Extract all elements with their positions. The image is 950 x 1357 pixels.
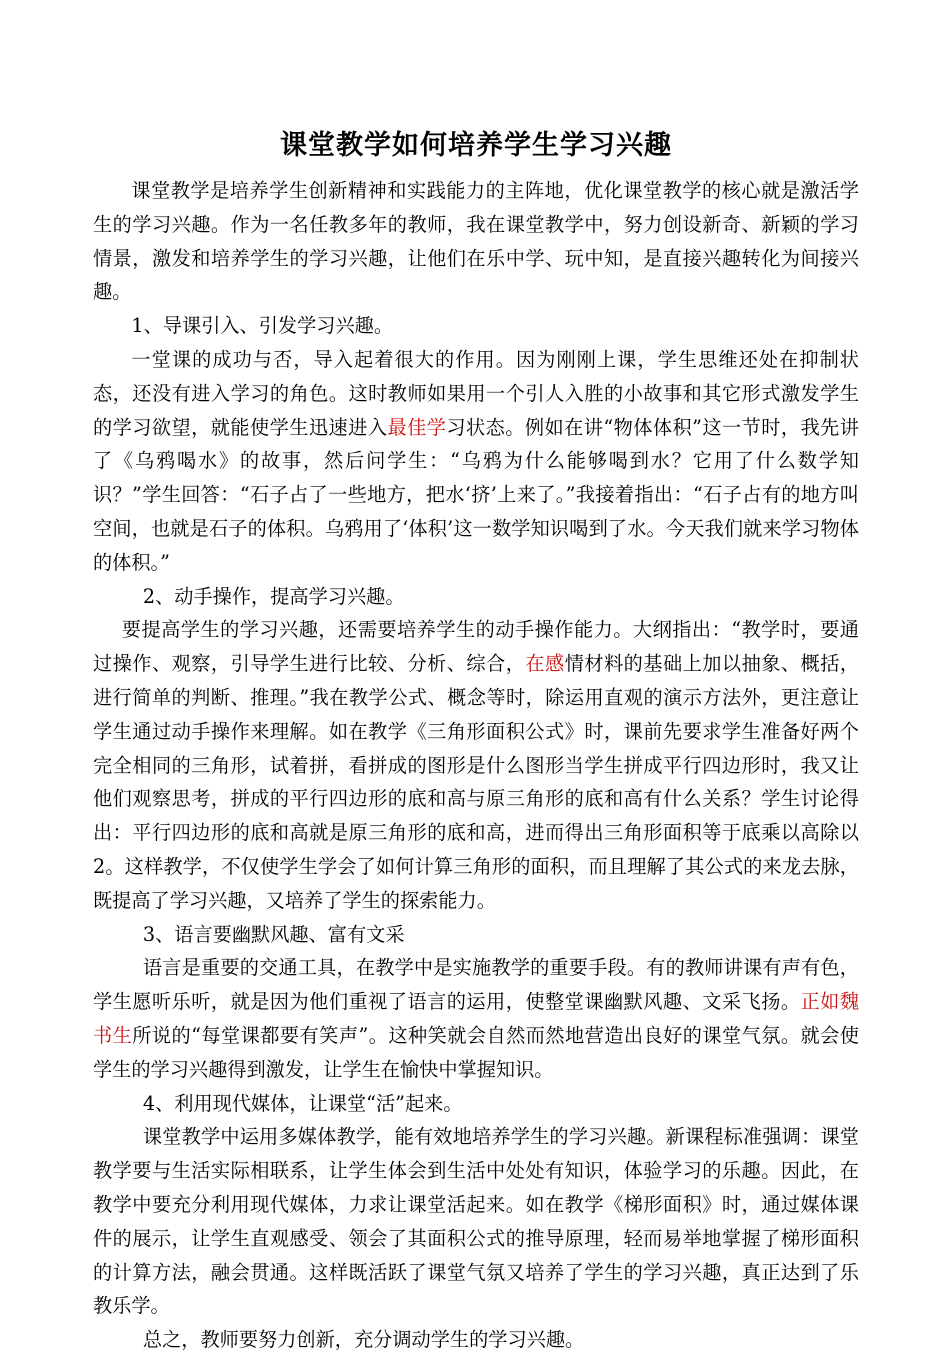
section4-body: 课堂教学中运用多媒体教学，能有效地培养学生的学习兴趣。新课程标准强调：课堂教学要与生活实际相联系，让学生体会到生活中处处有知识，体验学习的乐趣。因此，在教学中要充分利用现代媒体，力求让课堂活起来。如在教学《梯形面积》时，通过媒体课件的展示，让学生直观感受、领会了其面积公式的推导原理，轻而易举地掌握了梯形面积的计算方法，融会贯通。这样既活跃了课堂气氛又培养了学生的学习兴趣，真正达到了乐教乐学。 <box>93 1125 859 1318</box>
section2-body <box>93 613 859 917</box>
section1-text-a: 一堂课的成功与否，导入起着很大的作用。因为刚刚上课，学生思维还处在抑制状态，还没有进入学习的角色。这时教师如果用一个引人入胜的小故事和其它形式激发学生的学习欲望，就能使学生迅速进入 <box>93 347 859 439</box>
section4-heading: 4、利用现代媒体，让课堂“活”起来。 <box>142 1091 463 1115</box>
section2-heading: 2、动手操作，提高学习兴趣。 <box>142 584 405 608</box>
document-page <box>93 124 859 1357</box>
section2-text-a: 要提高学生的学习兴趣，还需要培养学生的动手操作能力。大纲指出：“教学时，要通过操作、观察，引导学生进行比较、分析、综合， <box>93 618 859 676</box>
conclusion-paragraph: 总之，教师要努力创新，充分调动学生的学习兴趣。 <box>142 1328 585 1352</box>
section1-text-b: 习状态。例如在讲“物体体积”这一节时，我先讲了《乌鸦喝水》的故事，然后问学生：“乌鸦为什么能够喝到水？它用了什么数学知识？”学生回答：“石子占了一些地方，把水‘挤’上来了。”我接着指出：“石子占有的地方叫空间，也就是石子的体积。乌鸦用了‘体积’这一数学知识喝到了水。今天我们就来学习物体的体积。” <box>93 415 859 574</box>
section3-highlight: 正如魏书生 <box>93 990 860 1047</box>
section3-body <box>93 951 859 1086</box>
intro-paragraph: 课堂教学是培养学生创新精神和实践能力的主阵地，优化课堂教学的核心就是激活学生的学习兴趣。作为一名任教多年的教师，我在课堂教学中，努力创设新奇、新颖的学习情景，激发和培养学生的学习兴趣，让他们在乐中学、玩中知，是直接兴趣转化为间接兴趣。 <box>93 179 859 304</box>
section3-text-b: 所说的“每堂课都要有笑声”。这种笑就会自然而然地营造出良好的课堂气氛。就会使学生的学习兴趣得到激发，让学生在愉快中掌握知识。 <box>93 1023 859 1081</box>
section3-text-a: 语言是重要的交通工具，在教学中是实施教学的重要手段。有的教师讲课有声有色，学生愿听乐听，就是因为他们重视了语言的运用，使整堂课幽默风趣、文采飞扬。 <box>93 956 859 1014</box>
section1-heading: 1、导课引入、引发学习兴趣。 <box>131 314 394 338</box>
section2-highlight: 在感 <box>525 652 565 676</box>
document-title: 课堂教学如何培养学生学习兴趣 <box>280 130 672 161</box>
section2-text-b: 情材料的基础上加以抽象、概括，进行简单的判断、推理。”我在教学公式、概念等时，除运用直观的演示方法外，更注意让学生通过动手操作来理解。如在教学《三角形面积公式》时，课前先要求学生准备好两个完全相同的三角形，试着拼，看拼成的图形是什么图形当学生拼成平行四边形时，我又让他们观察思考，拼成的平行四边形的底和高与原三角形的底和高有什么关系？学生讨论得出：平行四边形的底和高就是原三角形的底和高，进而得出三角形面积等于底乘以高除以2。这样教学，不仅使学生学会了如何计算三角形的面积，而且理解了其公式的来龙去脉，既提高了学习兴趣，又培养了学生的探索能力。 <box>93 652 860 912</box>
section1-body <box>93 343 859 580</box>
section1-highlight: 最佳学 <box>387 415 447 439</box>
section3-heading: 3、语言要幽默风趣、富有文采 <box>142 922 405 946</box>
